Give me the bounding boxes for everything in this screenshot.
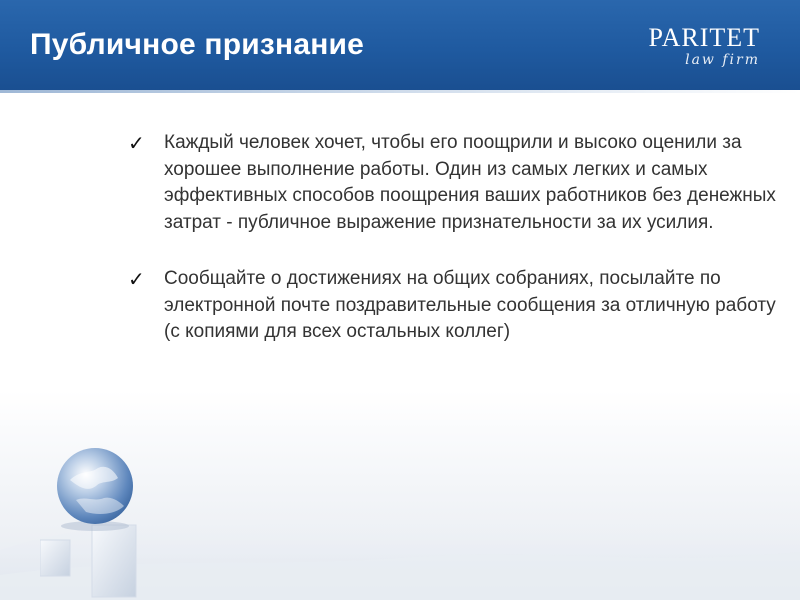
paritet-logo (630, 24, 760, 78)
header-divider (0, 90, 800, 93)
bullet-text: Каждый человек хочет, чтобы его поощрили и высоко оценили за хорошее выполнение работы. Один из самых легких и самых эффективных способов поощрения ваших работников без денежных затрат - публичное выражение признательности за их усилия. (164, 132, 776, 233)
checkmark-icon: ✓ (128, 267, 145, 291)
globe-on-cubes-icon (40, 440, 160, 600)
bullet-text: Сообщайте о достижениях на общих собраниях, посылайте по электронной почте поздравительные сообщения за отличную работу (с копиями для всех остальных коллег) (164, 268, 776, 342)
logo-subtitle: law firm (685, 52, 760, 68)
logo-name: PARITET (648, 23, 760, 52)
bullet-item (128, 266, 778, 346)
header-bar (0, 0, 800, 90)
bullet-list (128, 130, 778, 376)
slide-title: Публичное признание (30, 28, 365, 61)
checkmark-icon: ✓ (128, 131, 145, 155)
bullet-item (128, 130, 778, 236)
